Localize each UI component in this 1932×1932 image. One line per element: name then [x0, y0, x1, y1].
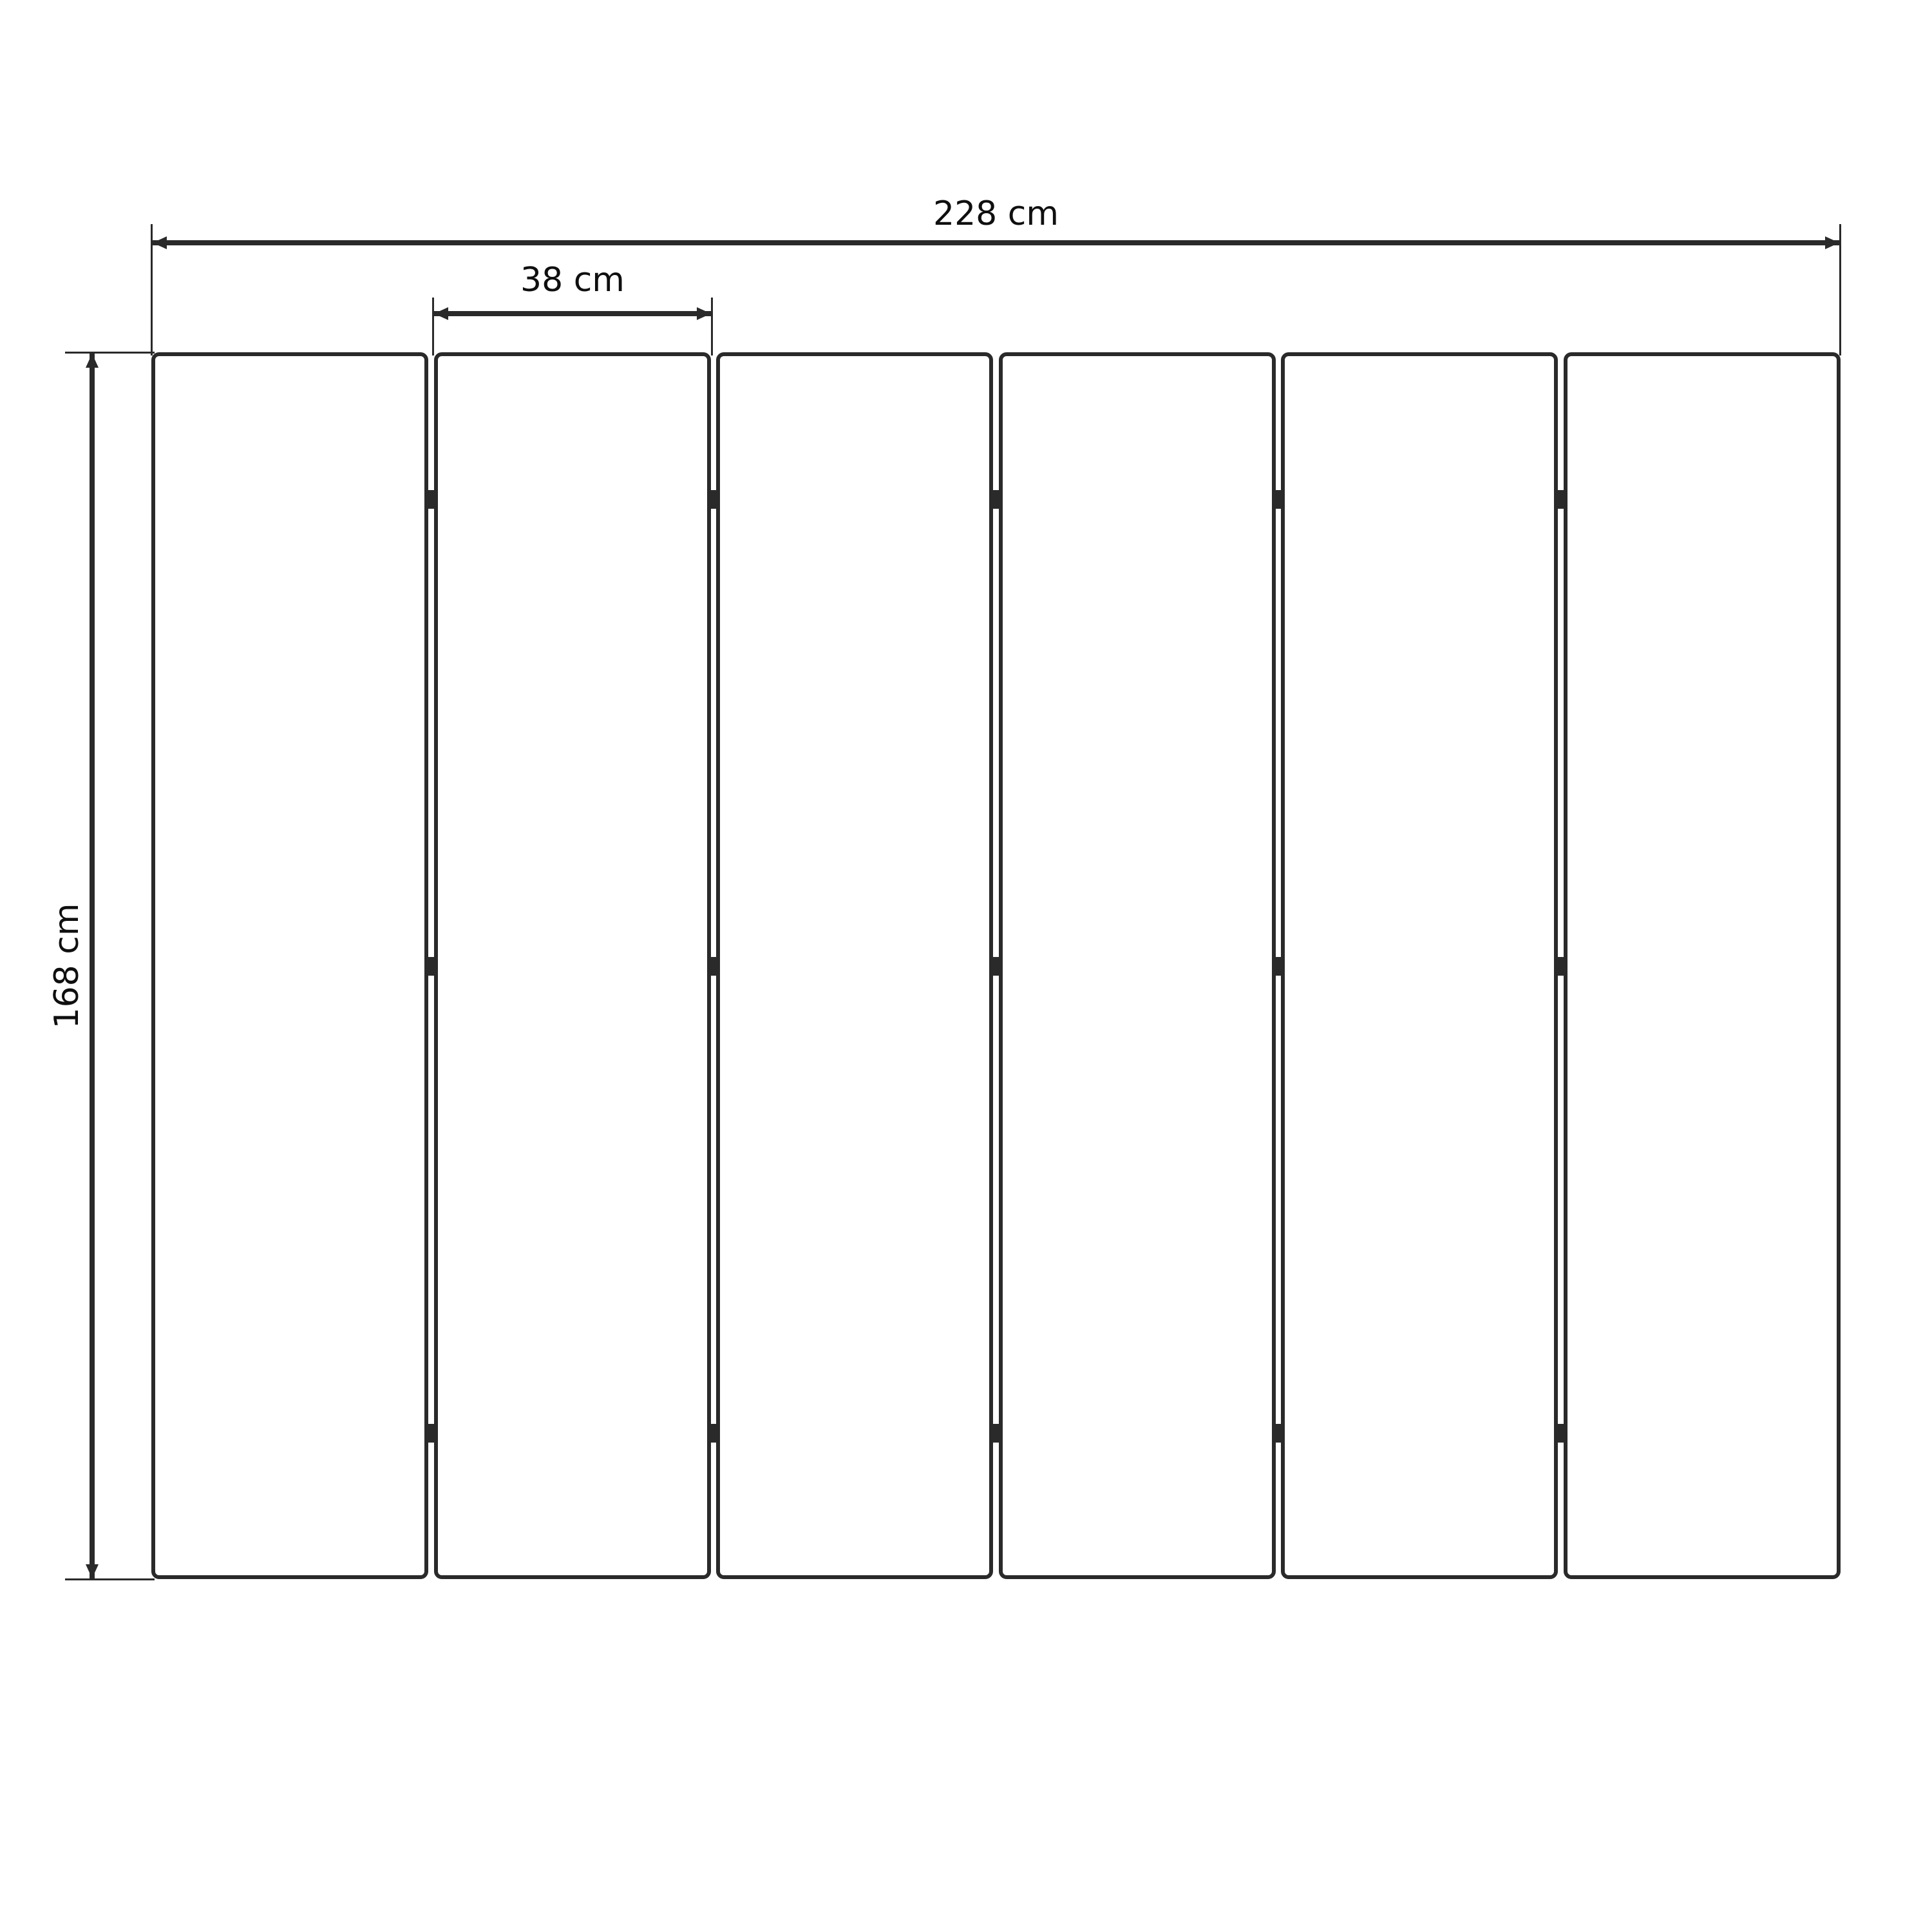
arrow-right-icon — [697, 307, 711, 320]
total-width-dimension-line — [153, 240, 1839, 245]
panel-width-label: 38 cm — [520, 261, 625, 299]
panel-4 — [999, 352, 1276, 1579]
arrow-right-icon — [1825, 236, 1839, 249]
arrow-up-icon — [86, 354, 99, 368]
height-dimension-line — [90, 354, 95, 1578]
extension-line-right — [1839, 224, 1841, 355]
hinge-connector — [428, 1424, 435, 1443]
arrow-down-icon — [86, 1564, 99, 1578]
hinge-connector — [710, 490, 717, 509]
hinge-connector — [1557, 490, 1565, 509]
hinge-connector — [992, 1424, 1000, 1443]
hinge-connector — [710, 1424, 717, 1443]
extension-line-left — [432, 298, 434, 355]
panel-width-dimension-line — [434, 311, 711, 316]
arrow-left-icon — [153, 236, 167, 249]
panel-2 — [434, 352, 711, 1579]
arrow-left-icon — [434, 307, 448, 320]
panel-1 — [151, 352, 428, 1579]
hinge-connector — [428, 490, 435, 509]
hinge-connector — [1274, 490, 1282, 509]
hinge-connector — [992, 490, 1000, 509]
hinge-connector — [1274, 1424, 1282, 1443]
hinge-connector — [710, 957, 717, 976]
extension-line-right — [711, 298, 713, 355]
hinge-connector — [1274, 957, 1282, 976]
hinge-connector — [428, 957, 435, 976]
extension-line-top — [65, 352, 155, 354]
extension-line-bottom — [65, 1578, 155, 1580]
hinge-connector — [1557, 1424, 1565, 1443]
height-label: 168 cm — [48, 903, 86, 1029]
total-width-label: 228 cm — [933, 194, 1059, 233]
panel-3 — [716, 352, 993, 1579]
panel-6 — [1564, 352, 1841, 1579]
panel-5 — [1281, 352, 1558, 1579]
hinge-connector — [992, 957, 1000, 976]
hinge-connector — [1557, 957, 1565, 976]
